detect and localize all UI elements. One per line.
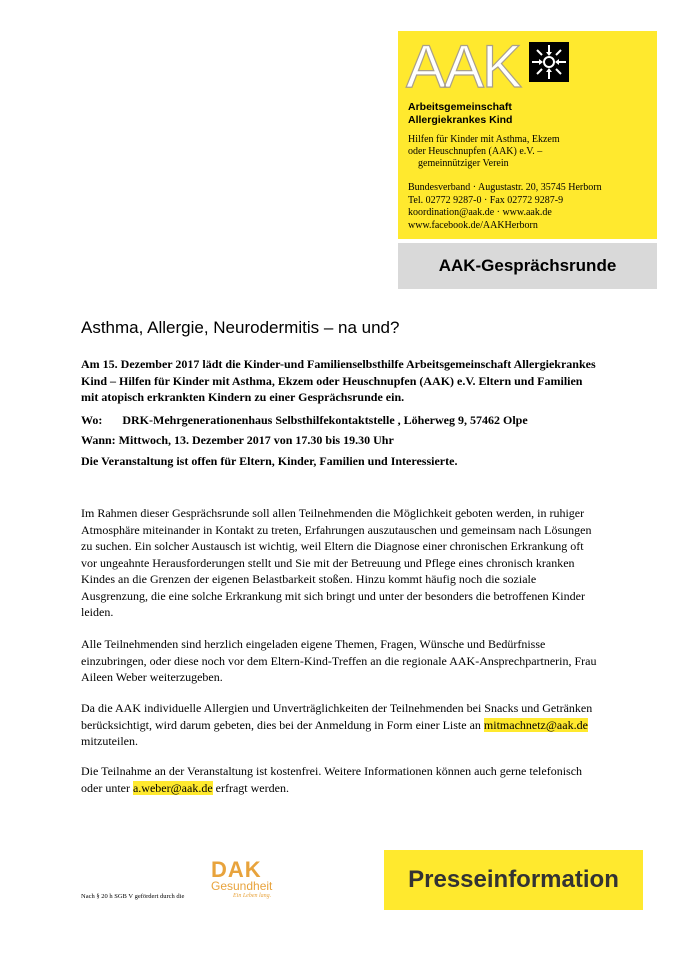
open-note: Die Veranstaltung ist offen für Eltern, Kinder, Familien und Interessierte. bbox=[81, 453, 458, 468]
intro-text: Am 15. Dezember 2017 lädt die Kinder-und Familienselbsthilfe Arbeitsgemeinschaft Allergiekrankes Kind – Hilfen für Kinder mit Asthma, Ekzem oder Heuschnupfen (AAK) e.V. Eltern und Familien mit atopisch erkrankten Kindern zu einer Gesprächsrunde ein. bbox=[81, 357, 596, 404]
email-link-mitmachnetz[interactable]: mitmachnetz@aak.de bbox=[483, 717, 588, 732]
paragraph-1: Im Rahmen dieser Gesprächsrunde soll allen Teilnehmenden die Möglichkeit geboten werden, in ruhiger Atmosphäre miteinander in Kontakt zu treten, Erfahrungen auszutauschen und gemeinsam nach Lösungen zu suchen. Ein solcher Austausch ist wichtig, weil Eltern die Diagnose einer chronischen Erkrankung oft vor ungeahnte Herausforderungen stellt und Sie mit der Betreuung und Pflege eines chronisch kranken Kindes an die Grenzen der eigenen Belastbarkeit stoßen. Hinzu kommt häufig noch die soziale Ausgrenzung, die eine solche Erkrankung mit sich bringt und unter der besonders die betroffenen Kinder leiden. bbox=[81, 506, 592, 619]
when-row: Wann: Mittwoch, 13. Dezember 2017 von 17.30 bis 19.30 Uhr bbox=[81, 433, 394, 447]
paragraph-3: Da die AAK individuelle Allergien und Unverträglichkeiten der Teilnehmenden bei Snacks und Getränken berücksichtigt, wird darum gebeten, dies bei der Anmeldung in Form einer Liste an mitmachnetz@aak.de mitzuteilen. bbox=[81, 701, 593, 748]
dak-logo: DAK Gesundheit Ein Leben lang. bbox=[211, 857, 273, 899]
contact-email-web[interactable]: koordination@aak.de · www.aak.de bbox=[408, 207, 552, 218]
org-contact: Bundesverband · Augustastr. 20, 35745 Herborn Tel. 02772 9287-0 · Fax 02772 9287-9 koordination@aak.de · www.aak.de www.facebook.de/AAKHerborn bbox=[408, 182, 602, 231]
where-row: Wo: DRK-Mehrgenerationenhaus Selbsthilfekontaktstelle , Löherweg 9, 57462 Olpe bbox=[81, 412, 528, 427]
funding-note: Nach § 20 h SGB V gefördert durch die bbox=[81, 893, 185, 900]
intro-block bbox=[81, 356, 601, 469]
sun-icon bbox=[529, 42, 569, 82]
page-headline: Asthma, Allergie, Neurodermitis – na und? bbox=[81, 318, 400, 337]
org-subtitle: Hilfen für Kinder mit Asthma, Ekzem oder Heuschnupfen (AAK) e.V. – gemeinnütziger Verein bbox=[408, 134, 560, 169]
org-name: Arbeitsgemeinschaft Allergiekrankes Kind bbox=[408, 101, 513, 126]
paragraph-4: Die Teilnahme an der Veranstaltung ist kostenfrei. Weitere Informationen können auch gerne telefonisch oder unter a.weber@aak.de erfragt werden. bbox=[81, 764, 583, 795]
aak-logo: AAK bbox=[406, 33, 521, 100]
email-link-weber[interactable]: a.weber@aak.de bbox=[132, 780, 213, 795]
section-title: AAK-Gesprächsrunde bbox=[398, 243, 657, 289]
paragraph-2: Alle Teilnehmenden sind herzlich eingeladen eigene Themen, Fragen, Wünsche und Bedürfnisse einzubringen, oder diese noch vor dem Eltern-Kind-Treffen an die regionale AAK-Ansprechpartnerin, Frau Aileen Weber weiterzugeben. bbox=[81, 637, 597, 684]
press-info-badge: Presseinformation bbox=[384, 850, 643, 910]
contact-facebook[interactable]: www.facebook.de/AAKHerborn bbox=[408, 219, 538, 231]
org-header-box bbox=[398, 31, 657, 239]
